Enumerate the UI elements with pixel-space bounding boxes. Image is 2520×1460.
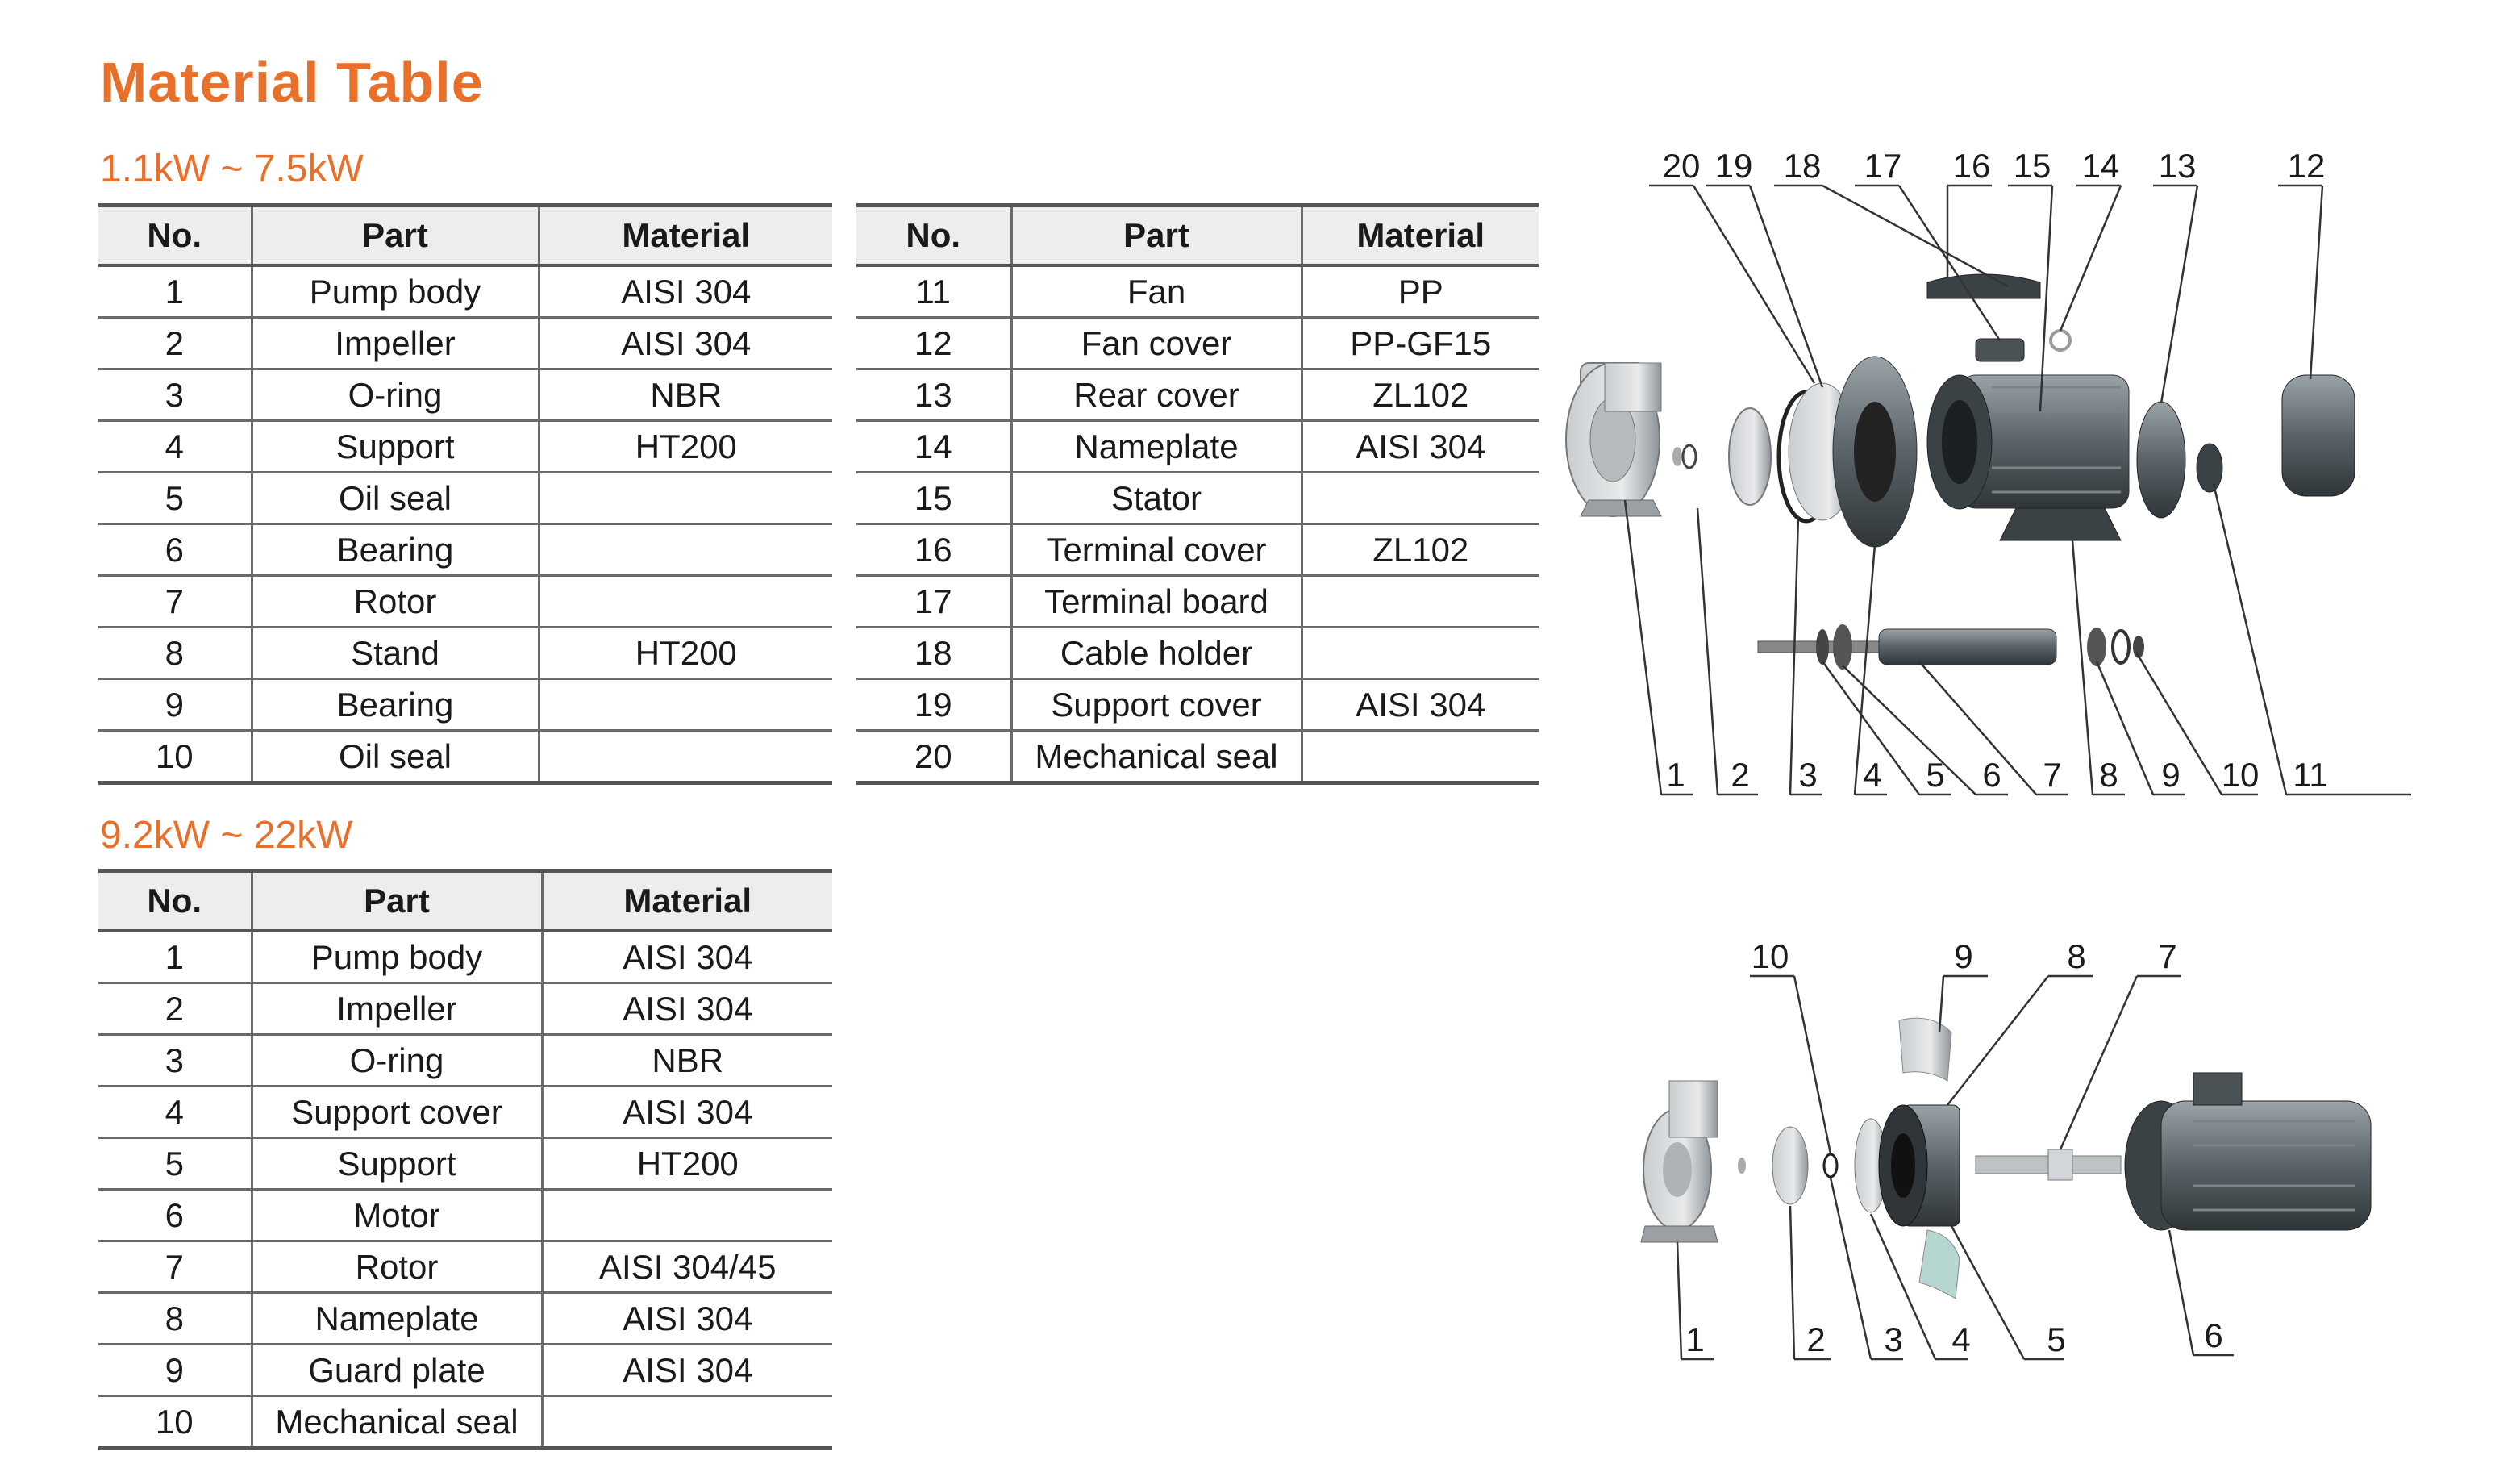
- cell-part: Stator: [1011, 473, 1302, 524]
- cell-material: HT200: [539, 628, 832, 679]
- cell-part: Cable holder: [1011, 628, 1302, 679]
- material-table-small-right: [856, 203, 1539, 785]
- table-row: [98, 1138, 832, 1190]
- callout-label: 1: [1685, 1320, 1705, 1358]
- cell-part: Oil seal: [252, 473, 539, 524]
- cell-material: [539, 731, 832, 783]
- callout-label: 6: [1982, 756, 2001, 794]
- callout-label: 5: [1926, 756, 1945, 794]
- cell-material: AISI 304: [539, 318, 832, 369]
- cell-part: Mechanical seal: [1011, 731, 1302, 783]
- table-row: [98, 421, 832, 473]
- cell-part: Rotor: [252, 576, 539, 628]
- cell-no: 11: [856, 265, 1011, 318]
- table-row: [98, 931, 832, 983]
- table-row: [98, 1035, 832, 1087]
- cell-no: 13: [856, 369, 1011, 421]
- table-row: [856, 628, 1539, 679]
- table-row: [98, 576, 832, 628]
- table-row: [98, 1087, 832, 1138]
- header-material: Material: [1302, 206, 1539, 266]
- table-row: [856, 369, 1539, 421]
- fan-parts: [2137, 375, 2355, 518]
- cell-part: Guard plate: [252, 1345, 542, 1396]
- cell-part: Bearing: [252, 679, 539, 731]
- callout-label: 3: [1884, 1320, 1903, 1358]
- table-row: [856, 576, 1539, 628]
- table-header-row: [98, 871, 832, 932]
- bottom-labels: [1666, 756, 2327, 794]
- cell-material: [1302, 576, 1539, 628]
- callout-label: 2: [1731, 756, 1750, 794]
- table-row: [856, 421, 1539, 473]
- cell-no: 5: [98, 473, 252, 524]
- table-row: [98, 731, 832, 783]
- section-title-small-range: 1.1kW ~ 7.5kW: [100, 148, 364, 190]
- cell-material: [539, 473, 832, 524]
- table-row: [98, 1241, 832, 1293]
- cell-part: Motor: [252, 1190, 542, 1241]
- cell-part: Fan cover: [1011, 318, 1302, 369]
- pump-body-part: [1566, 363, 1661, 516]
- cell-material: AISI 304: [542, 931, 832, 983]
- cell-part: Rotor: [252, 1241, 542, 1293]
- cell-no: 16: [856, 524, 1011, 576]
- cell-no: 10: [98, 731, 252, 783]
- header-material: Material: [539, 206, 832, 266]
- table-header-row: [856, 206, 1539, 266]
- cell-part: Impeller: [252, 983, 542, 1035]
- table-row: [98, 473, 832, 524]
- cell-material: ZL102: [1302, 524, 1539, 576]
- callout-label: 10: [1751, 937, 1789, 975]
- material-table-small-left: [98, 203, 832, 785]
- cell-no: 2: [98, 983, 252, 1035]
- callout-label: 14: [2081, 147, 2120, 185]
- callout-label: 7: [2043, 756, 2062, 794]
- callout-label: 17: [1864, 147, 1902, 185]
- support-part: [1833, 357, 1917, 547]
- cell-no: 1: [98, 931, 252, 983]
- cell-part: O-ring: [252, 369, 539, 421]
- cell-no: 6: [98, 524, 252, 576]
- cell-no: 3: [98, 1035, 252, 1087]
- cell-no: 19: [856, 679, 1011, 731]
- cell-part: Pump body: [252, 931, 542, 983]
- cell-no: 4: [98, 1087, 252, 1138]
- cell-no: 3: [98, 369, 252, 421]
- table-row: [98, 628, 832, 679]
- cell-part: Terminal board: [1011, 576, 1302, 628]
- top-labels: [1663, 147, 2326, 185]
- callout-label: 11: [2293, 756, 2328, 794]
- cell-material: [1302, 731, 1539, 783]
- table-body: [98, 265, 832, 783]
- table-row: [856, 318, 1539, 369]
- cell-material: [539, 679, 832, 731]
- cell-no: 7: [98, 1241, 252, 1293]
- top-labels: [1752, 937, 2177, 975]
- table-body: [856, 265, 1539, 783]
- callout-label: 5: [2047, 1320, 2066, 1358]
- cell-material: HT200: [539, 421, 832, 473]
- cell-no: 10: [98, 1396, 252, 1449]
- cell-part: Stand: [252, 628, 539, 679]
- callout-label: 20: [1662, 147, 1701, 185]
- cell-part: Support cover: [252, 1087, 542, 1138]
- table-row: [98, 983, 832, 1035]
- seal-parts: [1672, 383, 1856, 521]
- cell-part: Nameplate: [252, 1293, 542, 1345]
- cell-material: AISI 304: [542, 1087, 832, 1138]
- table-row: [856, 731, 1539, 783]
- cell-material: [1302, 473, 1539, 524]
- callout-label: 9: [1954, 937, 1973, 975]
- cell-material: ZL102: [1302, 369, 1539, 421]
- cell-no: 12: [856, 318, 1011, 369]
- exploded-diagram-small: [1556, 129, 2435, 815]
- cell-no: 15: [856, 473, 1011, 524]
- callout-label: 19: [1714, 147, 1753, 185]
- cell-no: 17: [856, 576, 1011, 628]
- callout-label: 13: [2158, 147, 2197, 185]
- cell-part: Fan: [1011, 265, 1302, 318]
- callout-label: 10: [2221, 756, 2260, 794]
- cell-part: Mechanical seal: [252, 1396, 542, 1449]
- table-row: [856, 679, 1539, 731]
- cell-material: AISI 304: [542, 1293, 832, 1345]
- exploded-diagram-large: [1629, 920, 2403, 1371]
- cell-material: AISI 304: [1302, 421, 1539, 473]
- cell-material: AISI 304: [1302, 679, 1539, 731]
- callout-label: 2: [1806, 1320, 1826, 1358]
- table-row: [98, 318, 832, 369]
- header-part: Part: [252, 206, 539, 266]
- cell-no: 14: [856, 421, 1011, 473]
- callout-label: 15: [2013, 147, 2051, 185]
- table-row: [98, 524, 832, 576]
- cell-material: [542, 1396, 832, 1449]
- cell-material: AISI 304: [542, 1345, 832, 1396]
- cell-part: O-ring: [252, 1035, 542, 1087]
- cell-no: 6: [98, 1190, 252, 1241]
- cell-no: 20: [856, 731, 1011, 783]
- header-no: No.: [98, 871, 252, 932]
- bottom-labels: [1685, 1316, 2222, 1358]
- table-row: [98, 369, 832, 421]
- table-row: [98, 679, 832, 731]
- cell-part: Impeller: [252, 318, 539, 369]
- support-part: [1879, 1018, 1960, 1299]
- callout-label: 4: [1863, 756, 1882, 794]
- callout-label: 6: [2204, 1316, 2223, 1354]
- header-no: No.: [98, 206, 252, 266]
- callout-label: 8: [2099, 756, 2118, 794]
- table-row: [98, 265, 832, 318]
- cell-part: Support cover: [1011, 679, 1302, 731]
- terminal-cover-part: [1927, 274, 2070, 361]
- cell-no: 4: [98, 421, 252, 473]
- cell-no: 8: [98, 628, 252, 679]
- cell-material: NBR: [539, 369, 832, 421]
- page-title: Material Table: [100, 51, 484, 114]
- cell-material: AISI 304: [542, 983, 832, 1035]
- callout-label: 7: [2158, 937, 2177, 975]
- seal-parts: [1738, 1119, 1887, 1212]
- callout-label: 4: [1951, 1320, 1971, 1358]
- cell-part: Support: [252, 421, 539, 473]
- cell-material: AISI 304/45: [542, 1241, 832, 1293]
- callout-label: 8: [2067, 937, 2086, 975]
- table-row: [856, 265, 1539, 318]
- rotor-part: [1758, 624, 2144, 670]
- table-row: [856, 524, 1539, 576]
- table-row: [98, 1396, 832, 1449]
- callout-label: 3: [1798, 756, 1818, 794]
- callout-label: 1: [1666, 756, 1685, 794]
- table-body: [98, 931, 832, 1449]
- callout-label: 12: [2287, 147, 2326, 185]
- callout-label: 9: [2161, 756, 2181, 794]
- pump-body-part: [1641, 1081, 1718, 1242]
- table-row: [98, 1345, 832, 1396]
- cell-no: 9: [98, 1345, 252, 1396]
- stator-part: [1927, 375, 2129, 540]
- cell-part: Oil seal: [252, 731, 539, 783]
- header-part: Part: [1011, 206, 1302, 266]
- cell-no: 8: [98, 1293, 252, 1345]
- motor-part: [2125, 1073, 2371, 1230]
- cell-material: NBR: [542, 1035, 832, 1087]
- table-header-row: [98, 206, 832, 266]
- cell-part: Rear cover: [1011, 369, 1302, 421]
- table-row: [98, 1293, 832, 1345]
- cell-no: 18: [856, 628, 1011, 679]
- table-row: [856, 473, 1539, 524]
- header-material: Material: [542, 871, 832, 932]
- cell-part: Bearing: [252, 524, 539, 576]
- top-leader-lines: [1750, 976, 2181, 1153]
- cell-material: [539, 524, 832, 576]
- cell-material: [1302, 628, 1539, 679]
- cell-no: 5: [98, 1138, 252, 1190]
- cell-part: Nameplate: [1011, 421, 1302, 473]
- section-title-large-range: 9.2kW ~ 22kW: [100, 814, 353, 857]
- cell-no: 9: [98, 679, 252, 731]
- cell-material: PP: [1302, 265, 1539, 318]
- callout-label: 18: [1783, 147, 1822, 185]
- cell-part: Pump body: [252, 265, 539, 318]
- callout-label: 16: [1952, 147, 1991, 185]
- rotor-part: [1976, 1149, 2121, 1180]
- cell-material: AISI 304: [539, 265, 832, 318]
- cell-no: 2: [98, 318, 252, 369]
- table-row: [98, 1190, 832, 1241]
- header-part: Part: [252, 871, 542, 932]
- cell-part: Terminal cover: [1011, 524, 1302, 576]
- material-table-large: [98, 869, 832, 1450]
- cell-no: 1: [98, 265, 252, 318]
- cell-material: [542, 1190, 832, 1241]
- cell-part: Support: [252, 1138, 542, 1190]
- cell-no: 7: [98, 576, 252, 628]
- cell-material: HT200: [542, 1138, 832, 1190]
- cell-material: PP-GF15: [1302, 318, 1539, 369]
- header-no: No.: [856, 206, 1011, 266]
- cell-material: [539, 576, 832, 628]
